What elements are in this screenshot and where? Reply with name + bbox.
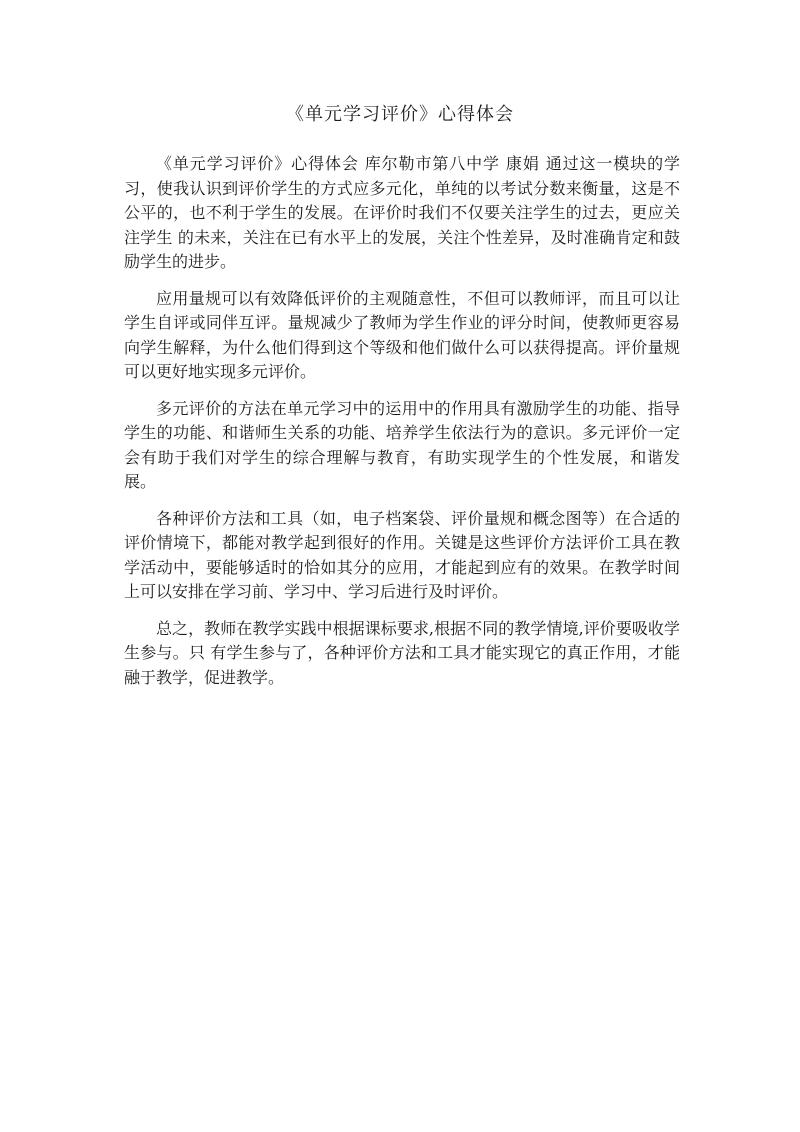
paragraph-1: 《单元学习评价》心得体会 库尔勒市第八中学 康娟 通过这一模块的学习，使我认识到评价学生的方式应多元化，单纯的以考试分数来衡量，这是不公平的，也不利于学生的发展。在评价时我们不仅要关注学生的过去，更应关注学生 的未来，关注在已有水平上的发展，关注个性差异，及时准确肯定和鼓励学生的进步。 [124,154,680,271]
document-body [124,152,680,702]
document-title: 《单元学习评价》心得体会 [286,104,514,125]
paragraph-3: 多元评价的方法在单元学习中的运用中的作用具有激励学生的功能、指导学生的功能、和谐师生关系的功能、培养学生依法行为的意识。多元评价一定会有助于我们对学生的综合理解与教育，有助实现学生的个性发展，和谐发展。 [124,398,680,491]
paragraph-4: 各种评价方法和工具（如，电子档案袋、评价量规和概念图等）在合适的评价情境下，都能对教学起到很好的作用。关键是这些评价方法评价工具在教学活动中，要能够适时的恰如其分的应用，才能起到应有的效果。在教学时间上可以安排在学习前、学习中、学习后进行及时评价。 [124,508,680,601]
paragraph-2: 应用量规可以有效降低评价的主观随意性，不但可以教师评，而且可以让学生自评或同伴互评。量规减少了教师为学生作业的评分时间，使教师更容易向学生解释，为什么他们得到这个等级和他们做什么可以获得提高。评价量规可以更好地实现多元评价。 [124,288,680,381]
paragraph-5: 总之，教师在教学实践中根据课标要求,根据不同的教学情境,评价要吸收学生参与。只 有学生参与了，各种评价方法和工具才能实现它的真正作用，才能融于教学，促进教学。 [124,618,680,687]
